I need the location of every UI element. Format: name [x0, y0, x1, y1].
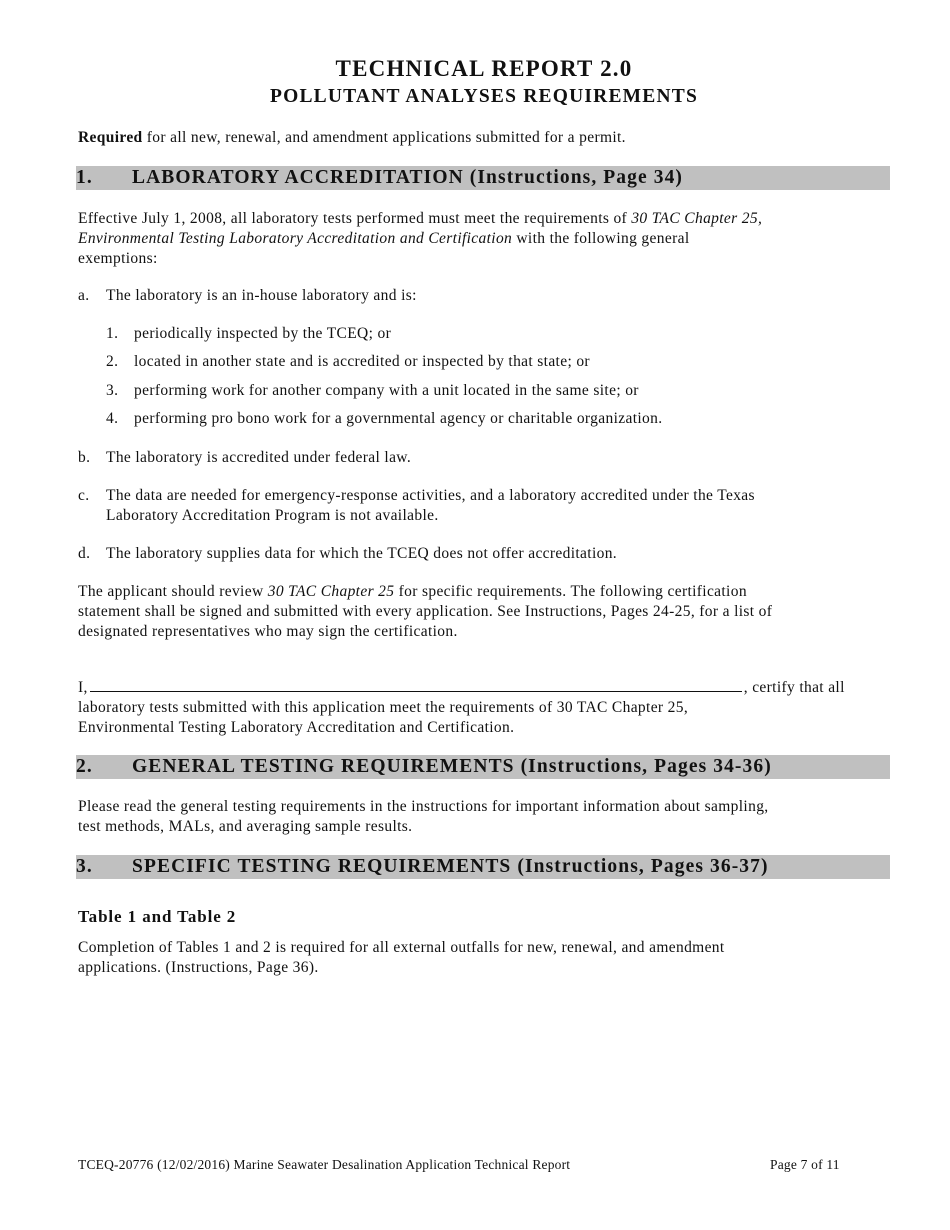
list-text: The data are needed for emergency-response activities, and a laboratory accredited under the Texas [106, 487, 755, 504]
signature-name-line[interactable] [90, 677, 742, 692]
section-3-text [78, 938, 890, 978]
certification-statement [78, 677, 890, 738]
intro-text-a: Effective July 1, 2008, all laboratory tests performed must meet the requirements of [78, 210, 632, 227]
required-label: Required [78, 129, 143, 146]
section-3-title: SPECIFIC TESTING REQUIREMENTS (Instructions, Pages 36-37) [132, 856, 769, 877]
cert-suffix: , certify that all [743, 679, 845, 696]
section-2-text [78, 797, 890, 837]
intro-citation-title: Environmental Testing Laboratory Accreditation and Certification [78, 230, 513, 247]
list-marker: c. [78, 487, 90, 504]
list-marker: 2. [106, 353, 119, 370]
section-2-line1: Please read the general testing requirements in the instructions for important information about sampling, [78, 798, 769, 815]
list-marker: 4. [106, 410, 119, 427]
section-3-line2: applications. (Instructions, Page 36). [78, 959, 319, 976]
list-text: The laboratory supplies data for which the TCEQ does not offer accreditation. [106, 545, 618, 562]
list-text-continued: Laboratory Accreditation Program is not available. [106, 507, 439, 524]
review-text-b: for specific requirements. The following certification [394, 583, 747, 600]
section-1-intro [78, 209, 890, 269]
review-text-a: The applicant should review [78, 583, 268, 600]
list-text: performing work for another company with a unit located in the same site; or [134, 382, 639, 399]
section-3-line1: Completion of Tables 1 and 2 is required for all external outfalls for new, renewal, and amendment [78, 939, 725, 956]
cert-text-line2: laboratory tests submitted with this application meet the requirements of 30 TAC Chapter 25, [78, 699, 689, 716]
review-citation: 30 TAC Chapter 25 [267, 583, 395, 600]
section-2-title: GENERAL TESTING REQUIREMENTS (Instructions, Pages 34-36) [132, 756, 772, 777]
cert-text-line3: Environmental Testing Laboratory Accreditation and Certification. [78, 719, 515, 736]
report-title: TECHNICAL REPORT 2.0 [335, 56, 633, 81]
section-2-line2: test methods, MALs, and averaging sample results. [78, 818, 413, 835]
list-text: The laboratory is accredited under federal law. [106, 449, 412, 466]
cert-prefix: I, [78, 679, 88, 696]
footer-page-number: Page 7 of 11 [770, 1157, 840, 1172]
section-1-header [76, 166, 890, 190]
list-item-c [78, 486, 890, 526]
report-subtitle: POLLUTANT ANALYSES REQUIREMENTS [269, 86, 699, 107]
list-marker: d. [78, 545, 91, 562]
section-1-number: 1. [76, 167, 93, 188]
list-text: periodically inspected by the TCEQ; or [134, 325, 392, 342]
list-marker: b. [78, 449, 91, 466]
footer-form-id: TCEQ-20776 (12/02/2016) Marine Seawater Desalination Application Technical Report [78, 1157, 571, 1172]
required-note [78, 128, 890, 148]
list-text: located in another state and is accredited or inspected by that state; or [134, 353, 590, 370]
list-text: The laboratory is an in-house laboratory and is: [106, 287, 417, 304]
section-1-title: LABORATORY ACCREDITATION (Instructions, Page 34) [132, 167, 684, 188]
section-2-number: 2. [76, 756, 93, 777]
review-text-line3: designated representatives who may sign the certification. [78, 623, 458, 640]
table-subheading: Table 1 and Table 2 [78, 907, 237, 926]
intro-text-b: with the following general [512, 230, 690, 247]
section-3-number: 3. [76, 856, 93, 877]
intro-text-c: exemptions: [78, 250, 158, 267]
intro-citation: 30 TAC Chapter 25, [631, 210, 763, 227]
review-paragraph [78, 582, 890, 642]
section-3-header [76, 855, 890, 879]
list-text: performing pro bono work for a governmental agency or charitable organization. [134, 410, 663, 427]
review-text-line2: statement shall be signed and submitted with every application. See Instructions, Pages 24-25, for a list of [78, 603, 773, 620]
list-marker: 3. [106, 382, 119, 399]
list-marker: a. [78, 287, 90, 304]
required-text: for all new, renewal, and amendment applications submitted for a permit. [142, 129, 626, 146]
section-2-header [76, 755, 890, 779]
list-marker: 1. [106, 325, 119, 342]
